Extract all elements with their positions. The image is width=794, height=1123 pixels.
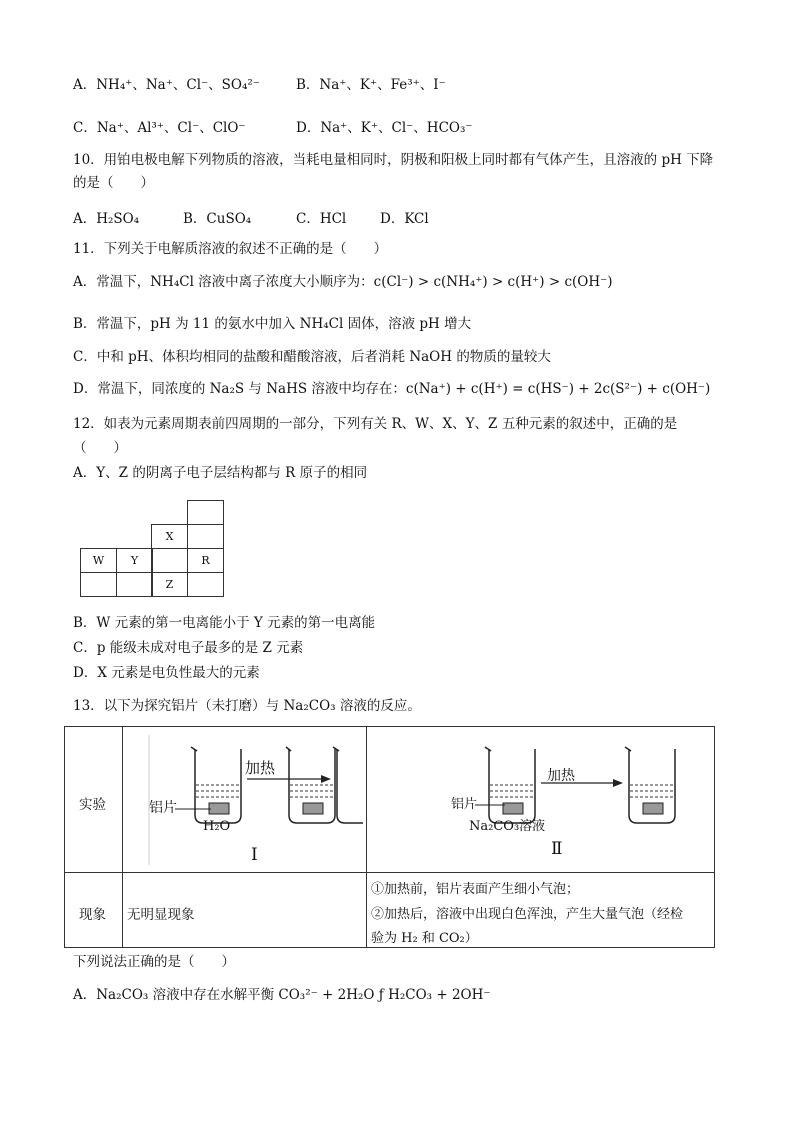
q9-option-c: C．Na⁺、Al³⁺、Cl⁻、ClO⁻	[73, 120, 246, 136]
q10-stem-line1: 10．用铂电极电解下列物质的溶液，当耗电量相同时，阴极和阳极上同时都有气体产生，且溶液的 pH 下降	[73, 152, 714, 168]
row-label-experiment: 实验	[79, 797, 106, 813]
q10-option-c: C．HCl	[296, 211, 347, 227]
q9-option-b: B．Na⁺、K⁺、Fe³⁺、I⁻	[296, 77, 446, 93]
q13-stem: 13．以下为探究铝片（未打磨）与 Na₂CO₃ 溶液的反应。	[73, 698, 421, 714]
q13-option-a: A．Na₂CO₃ 溶液中存在水解平衡 CO₃²⁻ + 2H₂O ƒ H₂CO₃ + 2OH⁻	[73, 987, 491, 1003]
q10-option-a: A．H₂SO₄	[73, 211, 140, 227]
experiment-2-figure	[445, 731, 705, 869]
q11-stem: 11．下列关于电解质溶液的叙述不正确的是（ ）	[73, 241, 388, 257]
exp2-solvent-label: Na₂CO₃溶液	[469, 819, 546, 834]
q11-option-c: C．中和 pH、体积均相同的盐酸和醋酸溶液，后者消耗 NaOH 的物质的量较大	[73, 349, 551, 365]
exp1-pointer-line	[175, 805, 215, 813]
experiment-1-beaker-after	[285, 731, 365, 869]
q9-option-a: A．NH₄⁺、Na⁺、Cl⁻、SO₄²⁻	[73, 77, 260, 93]
exp2-observation-line1: ①加热前，铝片表面产生细小气泡；	[371, 882, 580, 897]
q13-question: 下列说法正确的是（ ）	[73, 954, 235, 970]
exp1-observation: 无明显现象	[127, 907, 195, 923]
q12-stem-line1: 12．如表为元素周期表前四周期的一部分，下列有关 R、W、X、Y、Z 五种元素的叙述中，正确的是	[73, 416, 678, 432]
exp2-heat-label: 加热	[547, 768, 575, 784]
cell-w: W	[80, 548, 117, 573]
periodic-table-fragment	[80, 500, 224, 596]
row-label-phenomenon: 现象	[79, 907, 106, 923]
exp1-numeral: Ⅰ	[251, 845, 258, 865]
q11-option-b: B．常温下，pH 为 11 的氨水中加入 NH₄Cl 固体，溶液 pH 增大	[73, 316, 472, 332]
exp2-pointer-line	[475, 801, 509, 809]
cell-x: X	[151, 524, 188, 549]
q10-stem-line2: 的是（ ）	[73, 175, 154, 191]
exp2-al-label: 铝片	[451, 797, 478, 812]
exp2-numeral: Ⅱ	[551, 839, 563, 859]
exp1-solvent-label: H₂O	[203, 819, 231, 834]
q11-option-d: D．常温下，同浓度的 Na₂S 与 NaHS 溶液中均存在：c(Na⁺) + c(H⁺) = c(HS⁻) + 2c(S²⁻) + c(OH⁻)	[73, 381, 711, 397]
cell-z: Z	[151, 572, 188, 597]
q12-stem-line2: （ ）	[73, 440, 127, 456]
experiment-table	[64, 726, 715, 948]
q9-option-d: D．Na⁺、K⁺、Cl⁻、HCO₃⁻	[296, 120, 473, 136]
cell-y: Y	[116, 548, 153, 573]
exp2-observation-line3: 验为 H₂ 和 CO₂）	[371, 931, 478, 946]
q11-option-a: A．常温下，NH₄Cl 溶液中离子浓度大小顺序为：c(Cl⁻) > c(NH₄⁺) > c(H⁺) > c(OH⁻)	[73, 274, 613, 290]
q10-option-d: D．KCl	[380, 211, 429, 227]
q12-option-b: B．W 元素的第一电离能小于 Y 元素的第一电离能	[73, 615, 376, 631]
exp1-al-label: 铝片	[149, 800, 177, 816]
q10-option-b: B．CuSO₄	[183, 211, 252, 227]
q12-option-d: D．X 元素是电负性最大的元素	[73, 665, 260, 681]
q12-option-a: A．Y、Z 的阴离子电子层结构都与 R 原子的相同	[73, 465, 368, 481]
exp1-heat-label: 加热	[245, 759, 276, 777]
cell-r: R	[187, 548, 224, 573]
exp2-observation-line2: ②加热后，溶液中出现白色浑浊，产生大量气泡（经检	[371, 907, 684, 922]
q12-option-c: C．p 能级未成对电子最多的是 Z 元素	[73, 640, 304, 656]
